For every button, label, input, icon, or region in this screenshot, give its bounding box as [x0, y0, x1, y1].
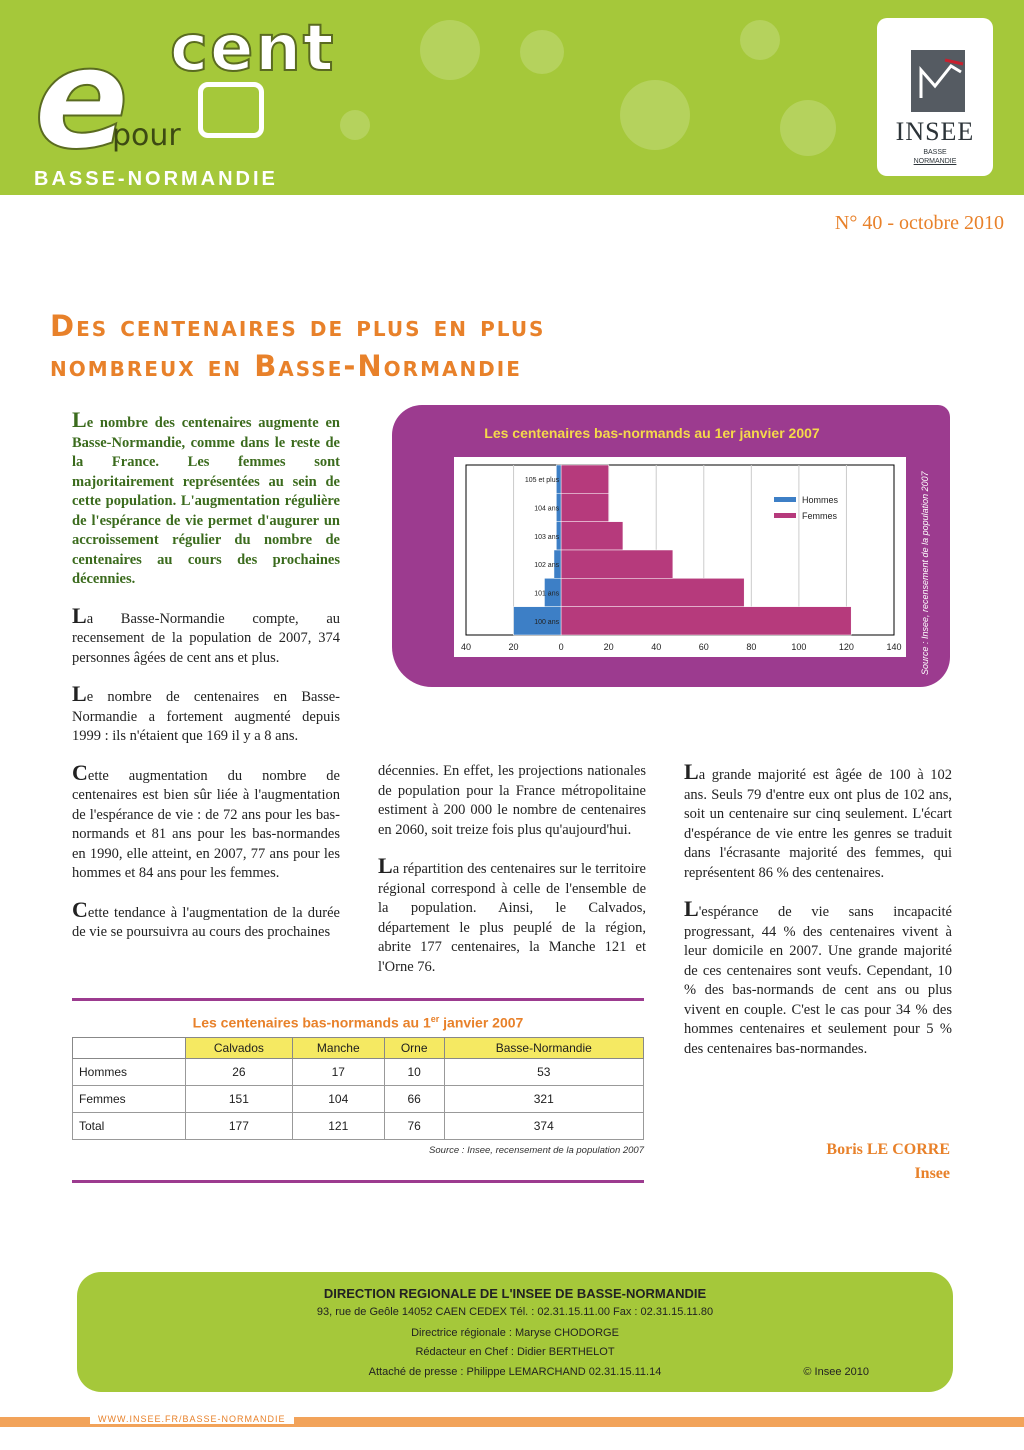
logo-cent-text: cent	[170, 12, 336, 86]
table-cell: 121	[292, 1113, 384, 1140]
footer-editor: Rédacteur en Chef : Didier BERTHELOT	[415, 1346, 615, 1358]
table-cell: 321	[444, 1086, 643, 1113]
paragraph-text: a grande majorité est âgée de 100 à 102 ans. Seuls 79 d'entre eux ont plus de 102 ans, soit un centenaire sur cinq seulement. L'écart d'espérance de vie entre les genres se traduit dans l'écrasante majorité des femmes, qui représentent 86 % des centenaires.	[684, 767, 952, 881]
x-tick-label: 20	[508, 642, 519, 652]
x-tick-label: 40	[651, 642, 662, 652]
logo-region-text: BASSE-NORMANDIE	[34, 168, 278, 190]
chart-title: Les centenaires bas-normands au 1er janvier 2007	[484, 425, 820, 441]
x-tick-label: 80	[746, 642, 757, 652]
author-signature	[826, 1138, 950, 1186]
author-name: Boris LE CORRE	[826, 1141, 950, 1158]
chart-frame	[392, 405, 950, 687]
category-label: 101 ans	[534, 590, 560, 598]
paragraph	[72, 759, 340, 884]
table-cell: 151	[186, 1086, 293, 1113]
table-cell: 66	[384, 1086, 444, 1113]
table-row	[73, 1086, 644, 1113]
table-cell: 104	[292, 1086, 384, 1113]
x-tick-label: 60	[698, 642, 709, 652]
table-header-cell: Orne	[384, 1038, 444, 1059]
paragraph	[72, 602, 340, 669]
logo-letter-e: e	[34, 18, 129, 181]
bar-femmes	[561, 493, 609, 521]
decor-bubble	[780, 100, 836, 156]
bar-femmes	[561, 578, 744, 606]
table-header-cell: Calvados	[186, 1038, 293, 1059]
category-label: 100 ans	[534, 618, 560, 626]
paragraph-text: a Basse-Normandie compte, au recensement de la population de 2007, 374 personnes âgées de cent ans et plus.	[72, 610, 340, 666]
bar-femmes	[561, 550, 673, 578]
paragraph-text: a répartition des centenaires sur le territoire régional correspond à celle de l'ensemble de la population. Ainsi, le Calvados, département le plus peuplé de la région, abrite 177 centenaires, la Manche 121 et l'Orne 76.	[378, 861, 646, 975]
table-row	[73, 1113, 644, 1140]
table-row	[73, 1059, 644, 1086]
dropcap: L	[72, 681, 87, 706]
paragraph	[684, 896, 952, 1059]
table-header-cell: Basse-Normandie	[444, 1038, 643, 1059]
x-tick-label: 40	[460, 642, 472, 652]
dropcap: L	[72, 602, 87, 628]
x-tick-label: 20	[603, 642, 614, 652]
insee-sub-line2: NORMANDIE	[913, 158, 957, 165]
category-label: 102 ans	[534, 562, 560, 570]
dropcap: L	[684, 759, 699, 784]
x-tick-label: 120	[838, 642, 854, 652]
page-title	[50, 306, 950, 386]
insee-sub-line1: BASSE	[923, 149, 947, 156]
bar-femmes	[561, 465, 609, 493]
logo-box-shape	[198, 82, 264, 138]
title-line2: nombreux en Basse-Normandie	[50, 349, 522, 383]
paragraph	[72, 681, 340, 747]
website-link[interactable]: WWW.INSEE.FR/BASSE-NORMANDIE	[90, 1414, 294, 1424]
paragraph-text: 'espérance de vie sans incapacité progressant, 44 % des centenaires vivent à leur domicile en 2007. Une grande majorité de ces centenaires sont veufs. Cependant, 10 % des bas-normands de cent ans ou plus vivent en couple. C'est le cas pour 34 % des hommes centenaires et seulement pour 5 % des centenaires bas-normandes.	[684, 904, 952, 1057]
table-cell: 10	[384, 1059, 444, 1086]
footer-address: 93, rue de Geôle 14052 CAEN CEDEX Tél. : 02.31.15.11.00 Fax : 02.31.15.11.80	[316, 1306, 714, 1318]
insee-name: INSEE	[895, 117, 975, 146]
category-label: 105 et plus	[524, 477, 560, 485]
table-bottom-rule	[72, 1180, 644, 1183]
dropcap: L	[378, 853, 393, 878]
footer-copyright: © Insee 2010	[803, 1366, 869, 1378]
table-title-end: janvier 2007	[439, 1014, 524, 1031]
paragraph	[378, 762, 646, 840]
dropcap: L	[72, 407, 87, 432]
table-cell: 374	[444, 1113, 643, 1140]
category-label: 103 ans	[534, 533, 560, 541]
table-cell: Hommes	[73, 1059, 186, 1086]
paragraph-text: e nombre des centenaires augmente en Basse-Normandie, comme dans le reste de la France. Les femmes sont majoritairement représentées au sein de cette population. L'augmentation régulière de l'espérance de vie permet d'augurer un accroissement régulier du nombre de centenaires au cours des prochaines décennies.	[72, 415, 340, 587]
column-left	[72, 407, 340, 959]
logo-pour-text: pour	[112, 118, 181, 153]
paragraph-text: ette augmentation du nombre de centenaires est bien sûr liée à l'augmentation de l'espérance de vie : de 72 ans pour les bas-normands et 81 ans pour les bas-normandes en 1990, elle atteint, en 2007, 77 ans pour les hommes et 84 ans pour les femmes.	[72, 767, 340, 881]
paragraph-text: e nombre de centenaires en Basse-Normandie a fortement augmenté depuis 1999 : ils n'étaient que 169 il y a 8 ans.	[72, 689, 340, 744]
dropcap: C	[72, 759, 88, 785]
footer-title: DIRECTION REGIONALE DE L'INSEE DE BASSE-NORMANDIE	[323, 1286, 707, 1301]
lead-paragraph	[72, 407, 340, 590]
table-cell: 53	[444, 1059, 643, 1086]
x-tick-label: 100	[791, 642, 807, 652]
legend-swatch	[774, 497, 796, 502]
bar-femmes	[561, 522, 623, 550]
footer-director: Directrice régionale : Maryse CHODORGE	[411, 1327, 619, 1339]
x-tick-label: 0	[558, 642, 564, 652]
table-cell: 76	[384, 1113, 444, 1140]
title-line1: Des centenaires de plus en plus	[50, 309, 546, 343]
header-banner	[0, 0, 1024, 195]
table-title-main: Les centenaires bas-normands au 1	[192, 1014, 431, 1031]
insee-logo	[877, 18, 993, 176]
decor-bubble	[740, 20, 780, 60]
table-cell: Total	[73, 1113, 186, 1140]
issue-number: N° 40 - octobre 2010	[834, 212, 1004, 234]
bar-femmes	[561, 607, 851, 635]
category-label: 104 ans	[534, 505, 560, 513]
paragraph	[378, 853, 646, 977]
decor-bubble	[620, 80, 690, 150]
table-title-sup: er	[430, 1014, 440, 1024]
legend-label: Hommes	[802, 495, 839, 505]
footer-press: Attaché de presse : Philippe LEMARCHAND 02.31.15.11.14	[368, 1366, 662, 1378]
decor-bubble	[340, 110, 370, 140]
paragraph-text: décennies. En effet, les projections nationales de population pour la France métropolitaine estiment à 200 000 le nombre de centenaires en 2060, soit treize fois plus qu'aujourd'hui.	[378, 763, 646, 838]
decor-bubble	[420, 20, 480, 80]
table-top-rule	[72, 998, 644, 1001]
table-cell: 177	[186, 1113, 293, 1140]
table-header-row	[73, 1038, 644, 1059]
paragraph-text: ette tendance à l'augmentation de la durée de vie se poursuivra au cours des prochaines	[72, 904, 340, 940]
population-pyramid-chart	[454, 457, 906, 657]
table-cell: Femmes	[73, 1086, 186, 1113]
insee-logo-mark	[911, 50, 965, 112]
insee-subtitle	[877, 148, 993, 166]
insee-mark-icon	[911, 50, 965, 112]
legend-swatch	[774, 513, 796, 518]
chart-source: Source : Insee, recensement de la population 2007	[920, 471, 930, 675]
column-middle	[378, 762, 646, 993]
dropcap: L	[684, 896, 699, 921]
decor-bubble	[520, 30, 564, 74]
dropcap: C	[72, 896, 88, 922]
table-cell: 26	[186, 1059, 293, 1086]
table-cell: 17	[292, 1059, 384, 1086]
table-header-cell	[73, 1038, 186, 1059]
chart-plot-area	[454, 457, 906, 657]
table-source: Source : Insee, recensement de la population 2007	[429, 1145, 644, 1156]
x-tick-label: 140	[886, 642, 902, 652]
table-title	[72, 1014, 644, 1031]
centenarians-table	[72, 1037, 644, 1140]
paragraph	[684, 759, 952, 883]
table-header-cell: Manche	[292, 1038, 384, 1059]
legend-label: Femmes	[802, 511, 838, 521]
author-org: Insee	[914, 1165, 950, 1182]
footer-box	[77, 1272, 953, 1392]
column-right	[684, 759, 952, 1075]
paragraph	[72, 896, 340, 943]
